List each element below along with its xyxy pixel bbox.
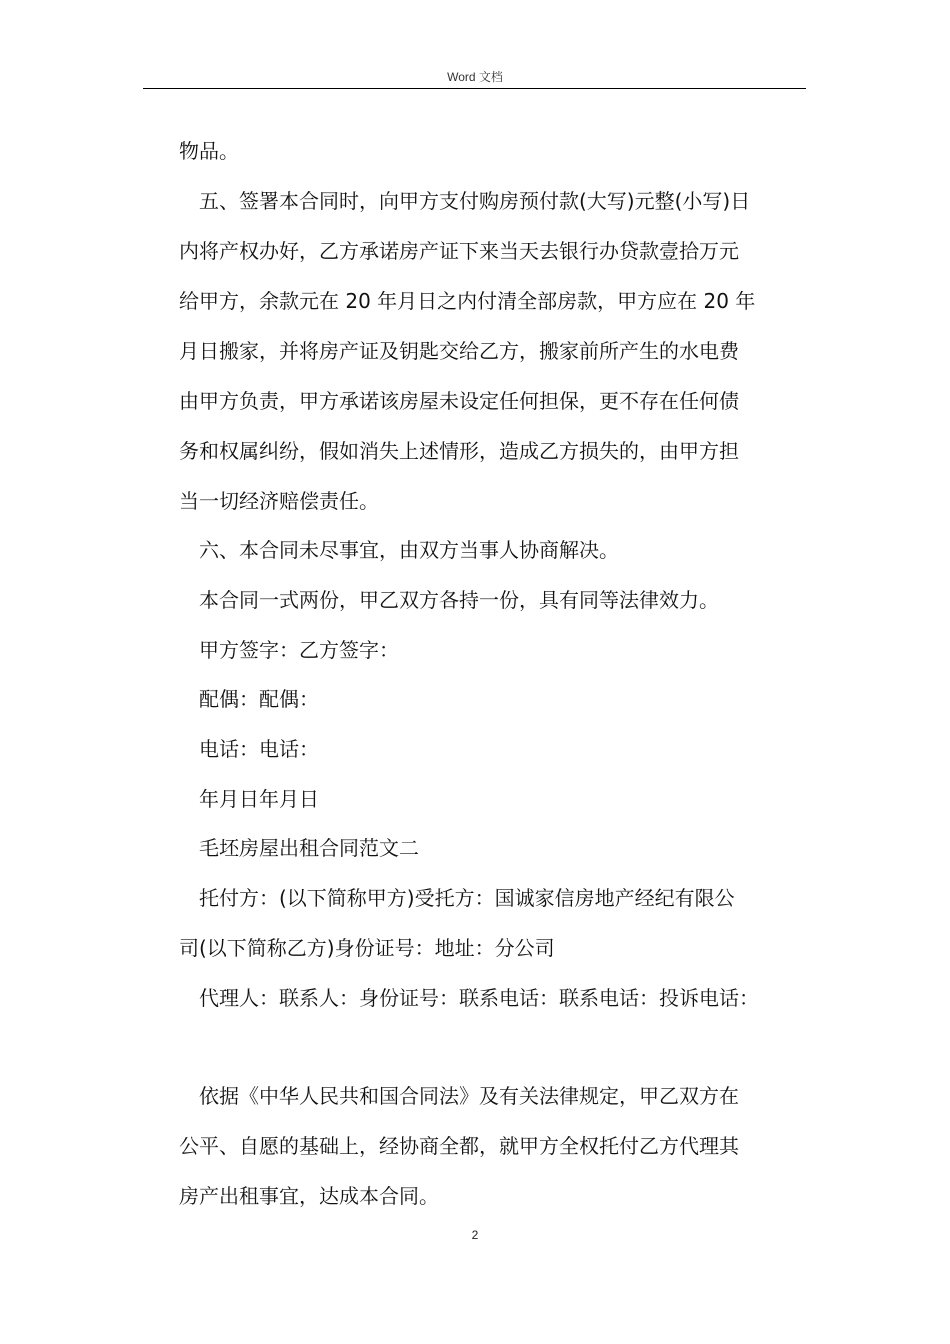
text-line: 五、签署本合同时，向甲方支付购房预付款(大写)元整(小写)日 <box>199 189 751 213</box>
text-line: 内将产权办好，乙方承诺房产证下来当天去银行办贷款壹拾万元 <box>179 239 739 263</box>
text-line: 房产出租事宜，达成本合同。 <box>179 1184 439 1208</box>
page-number: 2 <box>471 1228 479 1242</box>
text-line: 年月日年月日 <box>199 787 319 811</box>
page-header-title: Word 文档 <box>447 70 503 84</box>
text-line: 六、本合同未尽事宜，由双方当事人协商解决。 <box>199 538 619 562</box>
text-line: 司(以下简称乙方)身份证号：地址：分公司 <box>179 936 555 960</box>
text-line: 给甲方，余款元在 20 年月日之内付清全部房款，甲方应在 20 年 <box>179 289 756 313</box>
text-line: 公平、自愿的基础上，经协商全都，就甲方全权托付乙方代理其 <box>179 1134 739 1158</box>
text-line: 物品。 <box>179 139 239 163</box>
text-line: 依据《中华人民共和国合同法》及有关法律规定，甲乙双方在 <box>199 1084 739 1108</box>
text-line: 毛坯房屋出租合同范文二 <box>199 836 419 860</box>
text-line: 当一切经济赔偿责任。 <box>179 489 379 513</box>
text-line: 代理人：联系人：身份证号：联系电话：联系电话：投诉电话： <box>199 986 759 1010</box>
text-line: 配偶：配偶： <box>199 687 319 711</box>
text-line: 月日搬家，并将房产证及钥匙交给乙方，搬家前所产生的水电费 <box>179 339 739 363</box>
text-line: 托付方：(以下简称甲方)受托方：国诚家信房地产经纪有限公 <box>199 886 735 910</box>
text-line: 由甲方负责，甲方承诺该房屋未设定任何担保，更不存在任何债 <box>179 389 739 413</box>
text-line: 电话：电话： <box>199 737 319 761</box>
text-line: 务和权属纠纷，假如消失上述情形，造成乙方损失的，由甲方担 <box>179 439 739 463</box>
text-line: 甲方签字：乙方签字： <box>199 638 399 662</box>
text-line: 本合同一式两份，甲乙双方各持一份，具有同等法律效力。 <box>199 588 719 612</box>
